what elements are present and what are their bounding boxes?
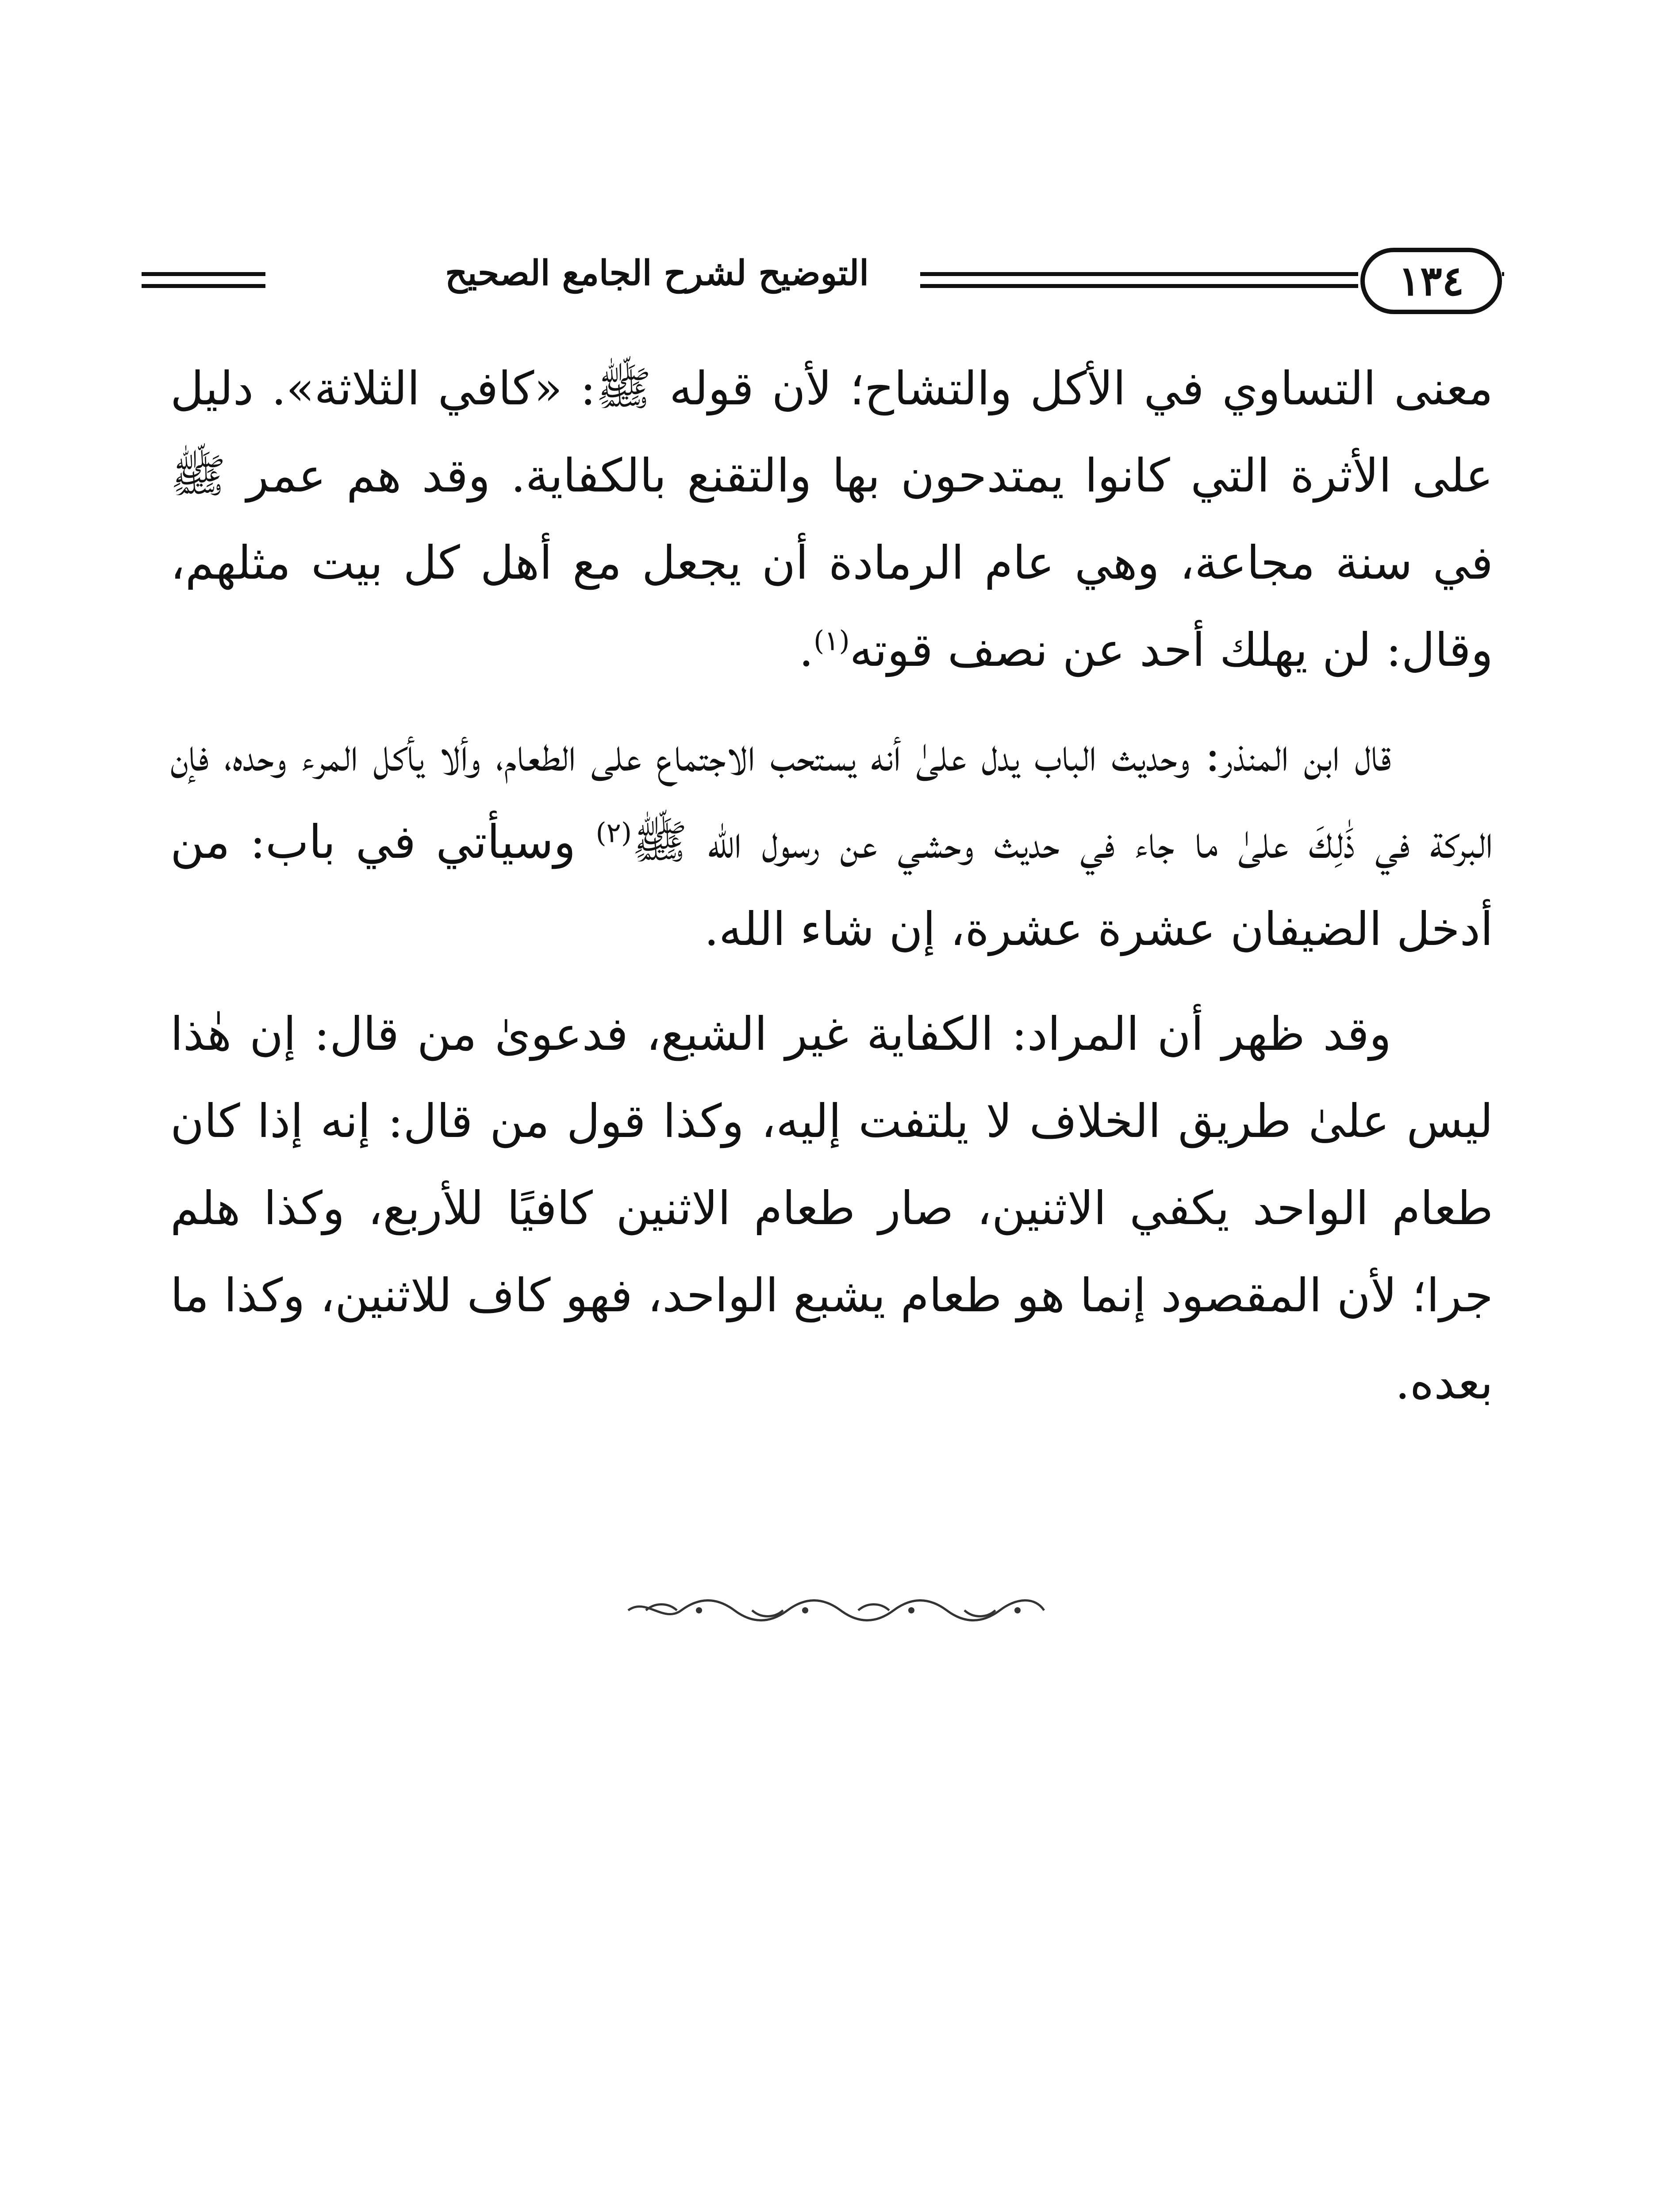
main-text (170, 345, 1493, 1444)
page-number: ١٣٤ (1360, 248, 1502, 314)
paragraph-2 (170, 711, 1493, 973)
paragraph-text: وقد ظهر أن المراد: الكفاية غير الشبع، فدعوىٰ من قال: إن هٰذا ليس علىٰ طريق الخلاف لا يلتفت إليه، وكذا قول من قال: إنه إذا كان طعام الواحد يكفي الاثنين، صار طعام الاثنين كافيًا للأربع، وكذا هلم جرا؛ لأن المقصود إنما هو طعام يشبع الواحد، فهو كاف للاثنين، وكذا ما بعده. (170, 1007, 1493, 1409)
footnote-ref: (٢) (595, 816, 632, 849)
footnote-ref: (١) (813, 624, 850, 657)
paragraph-tail: وسيأتي في باب: من أدخل الضيفان عشرة عشرة، إن شاء الله. (170, 815, 1493, 956)
paragraph-tail: . (799, 623, 814, 677)
header-rule-mid-bottom (920, 284, 1358, 288)
header-rule-mid-top (920, 272, 1358, 276)
floral-divider-icon (619, 1597, 1053, 1624)
header-rule-left-top (142, 272, 265, 276)
header-rule-left-bottom (142, 284, 265, 288)
running-title: التوضيح لشرح الجامع الصحيح (445, 253, 869, 293)
paragraph-text: معنى التساوي في الأكل والتشاح؛ لأن قوله ﷺ: «كافي الثلاثة». دليل على الأثرة التي كانوا يمتدحون بها والتقنع بالكفاية. وقد هم عمر ﷺ في سنة مجاعة، وهي عام الرمادة أن يجعل مع أهل كل بيت مثلهم، وقال: لن يهلك أحد عن نصف قوته (170, 361, 1493, 677)
header-rule-right-top (1502, 272, 1504, 276)
paragraph-text: قال ابن المنذر: وحديث الباب يدل علىٰ أنه يستحب الاجتماع على الطعام، وألا يأكل المرء وحده، فإن البركة في ذَٰلِكَ علىٰ ما جاء في حديث وحشي عن رسول الله ﷺ (170, 728, 1493, 869)
paragraph-1 (170, 345, 1493, 694)
paragraph-3 (170, 991, 1493, 1426)
page-header (142, 248, 1504, 327)
